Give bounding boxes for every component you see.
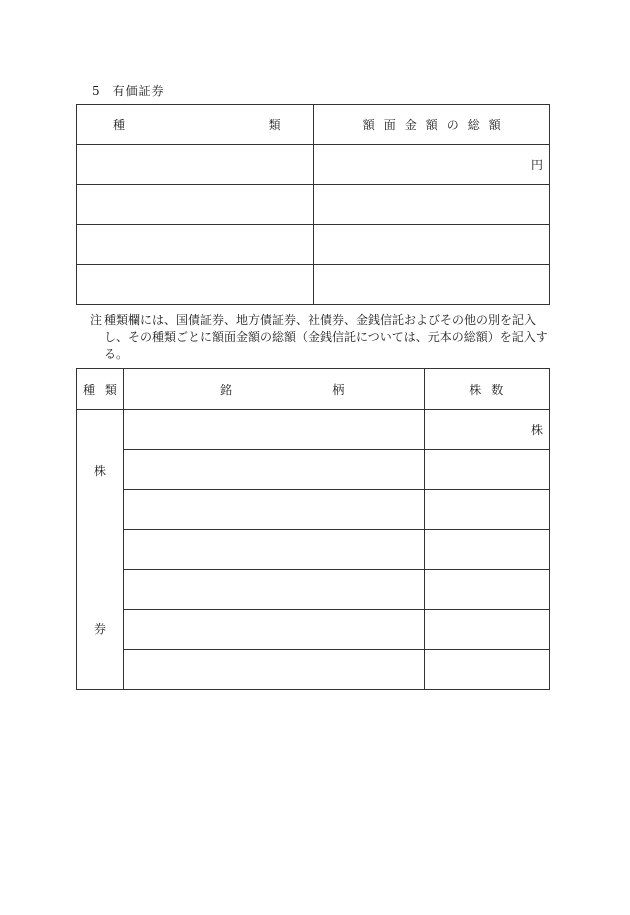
brand-cell[interactable] [123, 490, 425, 530]
share-count-cell[interactable] [425, 650, 550, 690]
table-row [77, 265, 550, 305]
header-row [77, 369, 550, 410]
section-title: 有価証券 [112, 84, 165, 98]
brand-header [123, 369, 425, 410]
table-row [77, 650, 550, 690]
share-count-cell[interactable] [425, 410, 550, 450]
type-cell[interactable] [77, 225, 314, 265]
type-header-left: 種 [113, 118, 126, 132]
note-text: 種類欄には、国債証券、地方債証券、社債券、金銭信託およびその他の別を記入し、その種類ごとに額面金額の総額（金銭信託については、元本の総額）を記入する。 [104, 313, 548, 361]
brand-header-right: 柄 [332, 382, 345, 397]
brand-cell[interactable] [123, 570, 425, 610]
face-value-cell[interactable] [313, 145, 549, 185]
face-value-header [313, 105, 549, 145]
table-row [77, 570, 550, 610]
kind-label-bottom: 券 [93, 622, 106, 636]
share-count-header [425, 369, 550, 410]
stocks-table [76, 368, 550, 690]
table-row [77, 610, 550, 650]
type-cell[interactable] [77, 145, 314, 185]
kind-label-top: 株 [93, 464, 106, 478]
header-row [77, 105, 550, 145]
brand-cell[interactable] [123, 530, 425, 570]
type-header [77, 105, 314, 145]
table-row [77, 530, 550, 570]
yen-unit: 円 [530, 158, 543, 172]
table-row [77, 450, 550, 490]
share-count-cell[interactable] [425, 570, 550, 610]
share-count-header-label: 株数 [469, 382, 514, 397]
section-heading [92, 82, 165, 99]
securities-table [76, 104, 550, 305]
share-count-cell[interactable] [425, 530, 550, 570]
note [90, 312, 552, 363]
note-label: 注 [90, 313, 103, 327]
kind-header [77, 369, 124, 410]
face-value-cell[interactable] [313, 225, 549, 265]
table-row [77, 410, 550, 450]
kind-cell [77, 410, 124, 690]
table-row [77, 225, 550, 265]
brand-cell[interactable] [123, 450, 425, 490]
share-unit: 株 [530, 423, 543, 437]
table-row [77, 185, 550, 225]
type-cell[interactable] [77, 185, 314, 225]
share-count-cell[interactable] [425, 490, 550, 530]
kind-header-right: 類 [104, 382, 117, 397]
brand-cell[interactable] [123, 410, 425, 450]
table-row [77, 145, 550, 185]
brand-cell[interactable] [123, 610, 425, 650]
kind-header-left: 種 [83, 382, 96, 397]
brand-cell[interactable] [123, 650, 425, 690]
face-value-cell[interactable] [313, 265, 549, 305]
share-count-cell[interactable] [425, 450, 550, 490]
brand-header-left: 銘 [219, 382, 232, 397]
type-cell[interactable] [77, 265, 314, 305]
share-count-cell[interactable] [425, 610, 550, 650]
table-row [77, 490, 550, 530]
section-number: 5 [92, 84, 101, 98]
face-value-cell[interactable] [313, 185, 549, 225]
type-header-right: 類 [268, 118, 281, 132]
face-value-header-label: 額面金額の総額 [362, 118, 510, 132]
